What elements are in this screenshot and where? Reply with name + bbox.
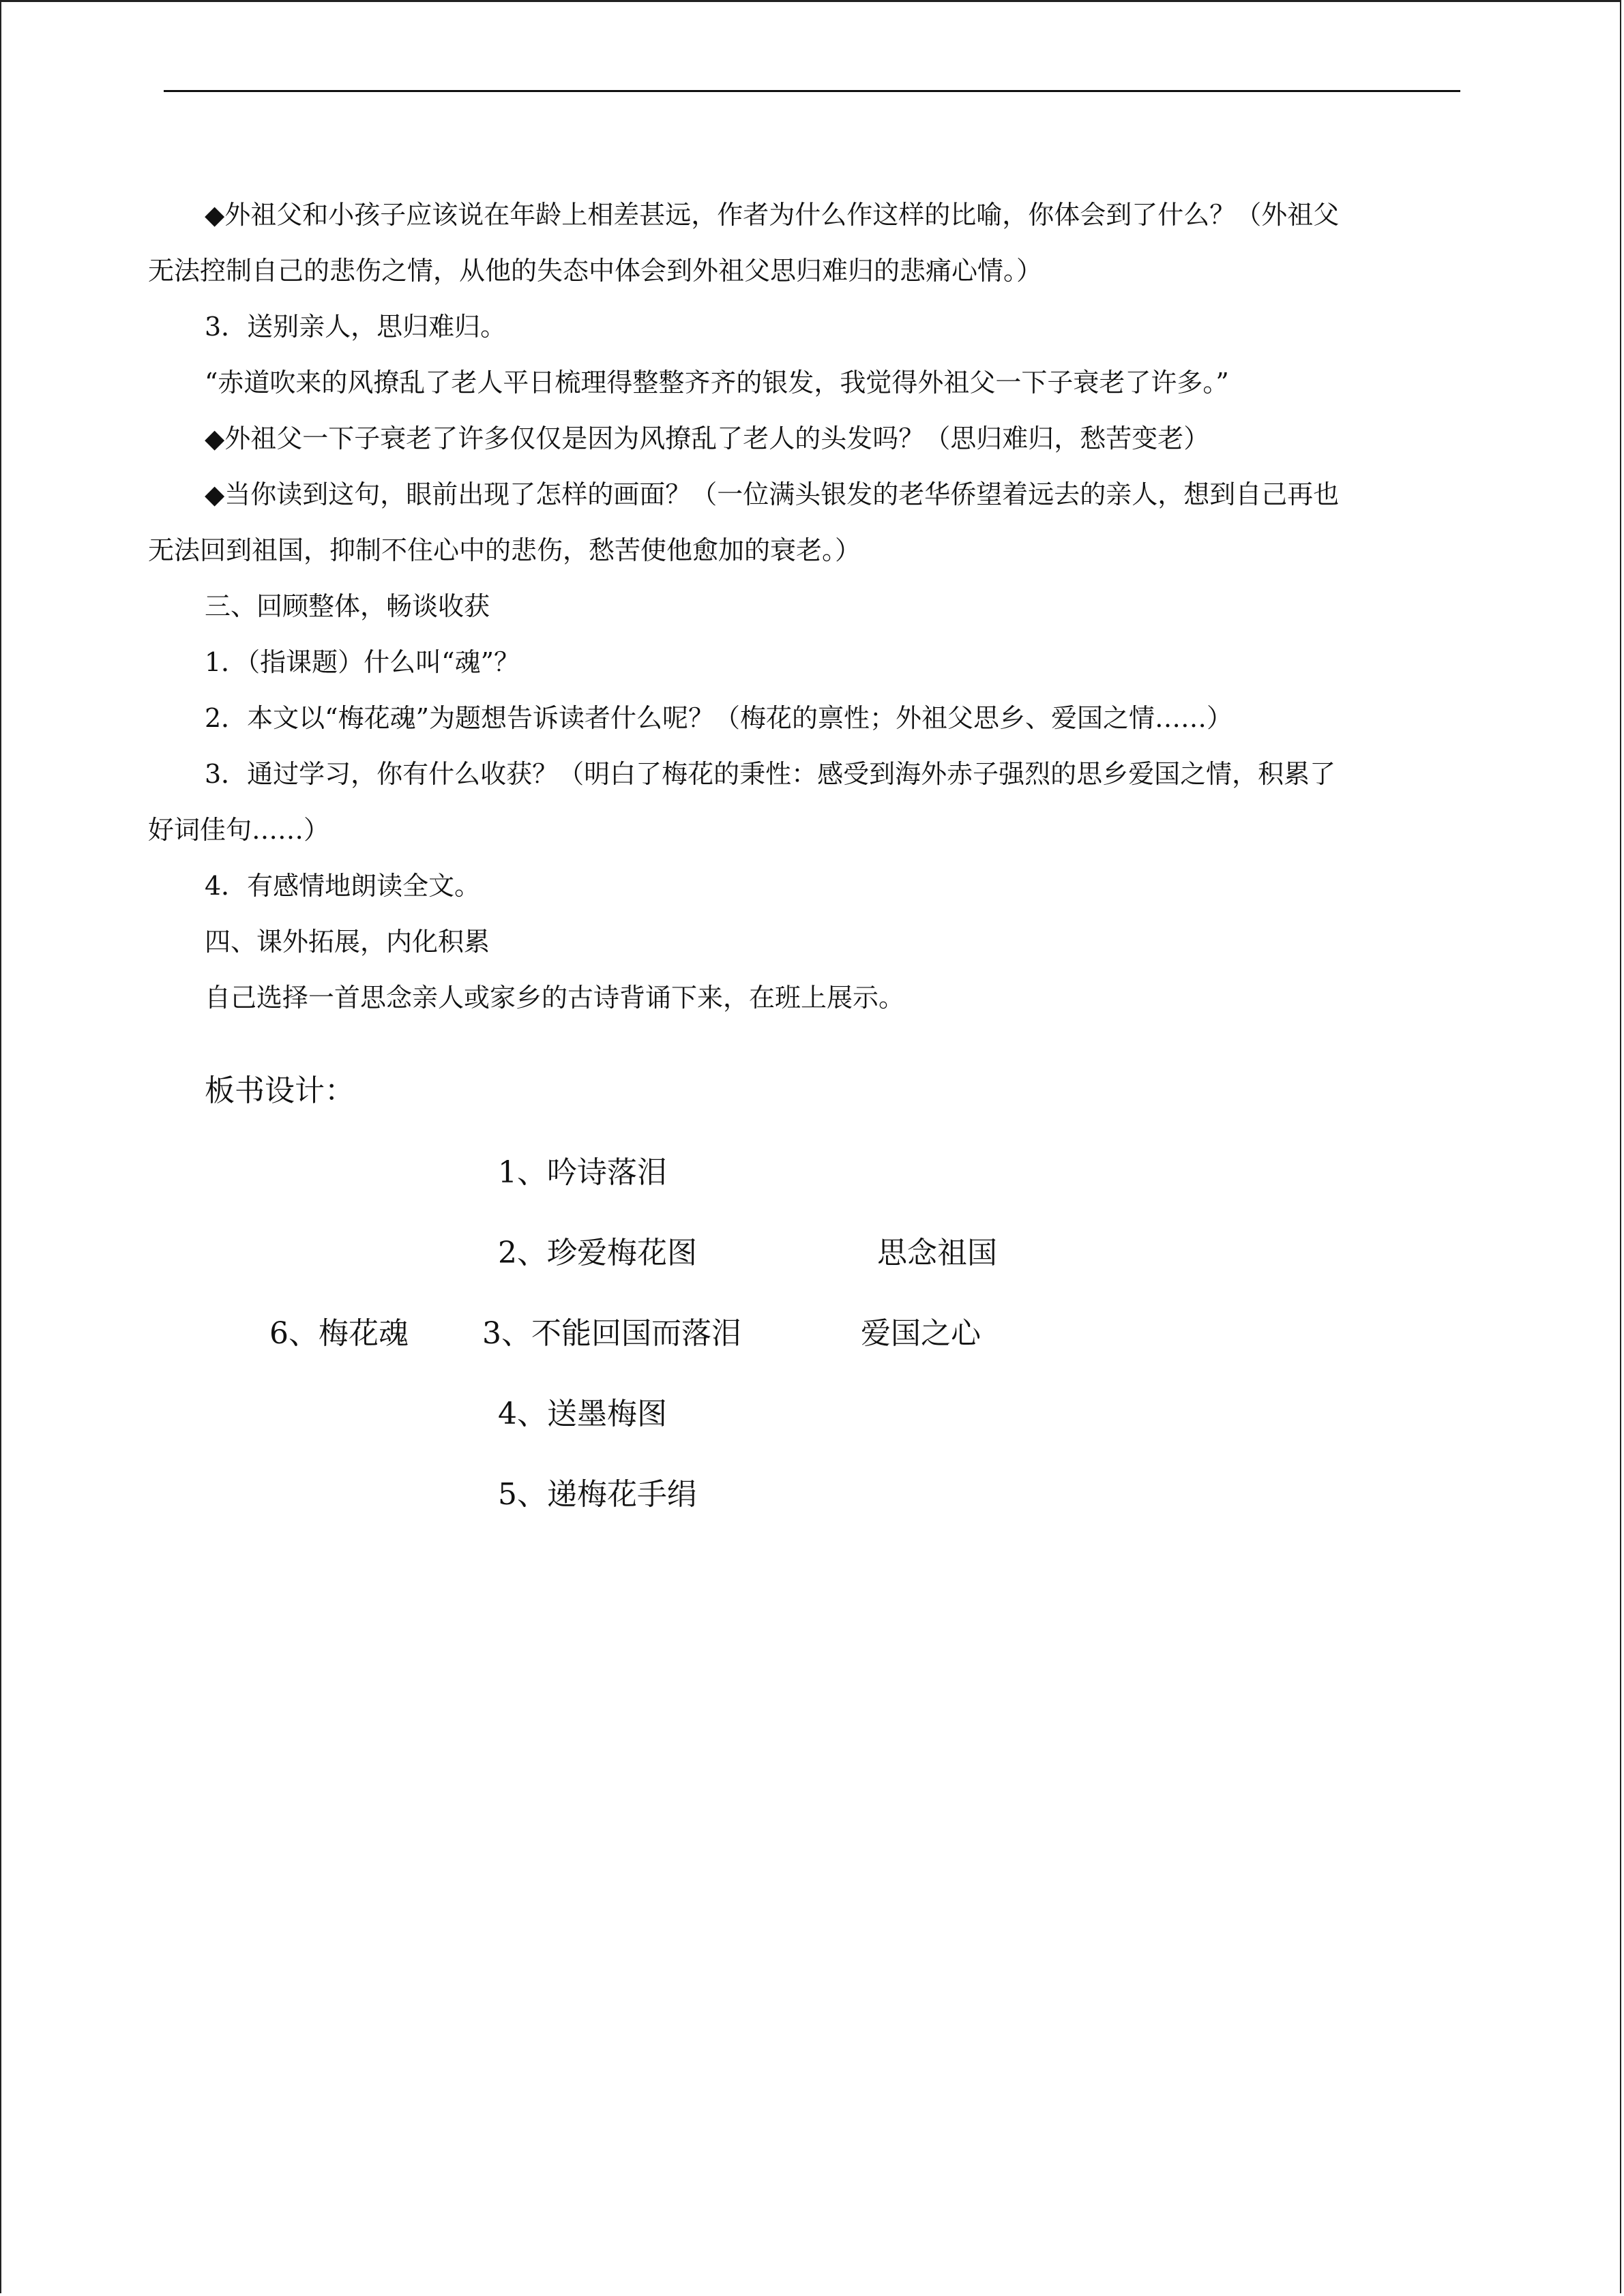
section-heading-4: 四、课外拓展，内化积累	[205, 927, 490, 957]
board-right-top: 思念祖国	[877, 1236, 997, 1270]
body-line-6: ◆当你读到这句，眼前出现了怎样的画面？（一位满头银发的老华侨望着远去的亲人，想到自己再也	[205, 479, 1340, 509]
body-line-9: 1．（指课题）什么叫“魂”？	[205, 647, 520, 677]
body-line-13: 4．有感情地朗读全文。	[205, 871, 481, 901]
body-line-3: 3．送别亲人，思归难归。	[205, 312, 507, 342]
body-line-11: 3．通过学习，你有什么收获？（明白了梅花的秉性：感受到海外赤子强烈的思乡爱国之情，积累了	[205, 759, 1336, 789]
board-item-4: 4、送墨梅图	[498, 1397, 667, 1431]
board-item-2: 2、珍爱梅花图	[498, 1236, 697, 1270]
board-design-title: 板书设计：	[205, 1073, 355, 1108]
body-line-7: 无法回到祖国，抑制不住心中的悲伤，愁苦使他愈加的衰老。）	[148, 535, 861, 565]
body-line-4: “赤道吹来的风撩乱了老人平日梳理得整整齐齐的银发，我觉得外祖父一下子衰老了许多。”	[205, 368, 1229, 398]
body-line-10: 2．本文以“梅花魂”为题想告诉读者什么呢？（梅花的禀性；外祖父思乡、爱国之情……）	[205, 703, 1233, 733]
board-item-5: 5、递梅花手绢	[498, 1477, 697, 1512]
body-line-15: 自己选择一首思念亲人或家乡的古诗背诵下来，在班上展示。	[205, 983, 905, 1013]
body-line-1: ◆外祖父和小孩子应该说在年龄上相差甚远，作者为什么作这样的比喻，你体会到了什么？（外祖父	[205, 200, 1340, 230]
body-line-5: ◆外祖父一下子衰老了许多仅仅是因为风撩乱了老人的头发吗？（思归难归，愁苦变老）	[205, 423, 1210, 453]
section-heading-3: 三、回顾整体，畅谈收获	[205, 591, 490, 621]
header-rule	[164, 90, 1460, 92]
body-line-2: 无法控制自己的悲伤之情，从他的失态中体会到外祖父思归难归的悲痛心情。）	[148, 256, 1043, 286]
body-line-12: 好词佳句……）	[148, 815, 330, 845]
board-right-bottom: 爱国之心	[861, 1316, 981, 1351]
board-center: 6、梅花魂	[269, 1316, 409, 1351]
board-item-1: 1、吟诗落泪	[498, 1155, 667, 1190]
board-item-3: 3、不能回国而落泪	[482, 1316, 741, 1351]
